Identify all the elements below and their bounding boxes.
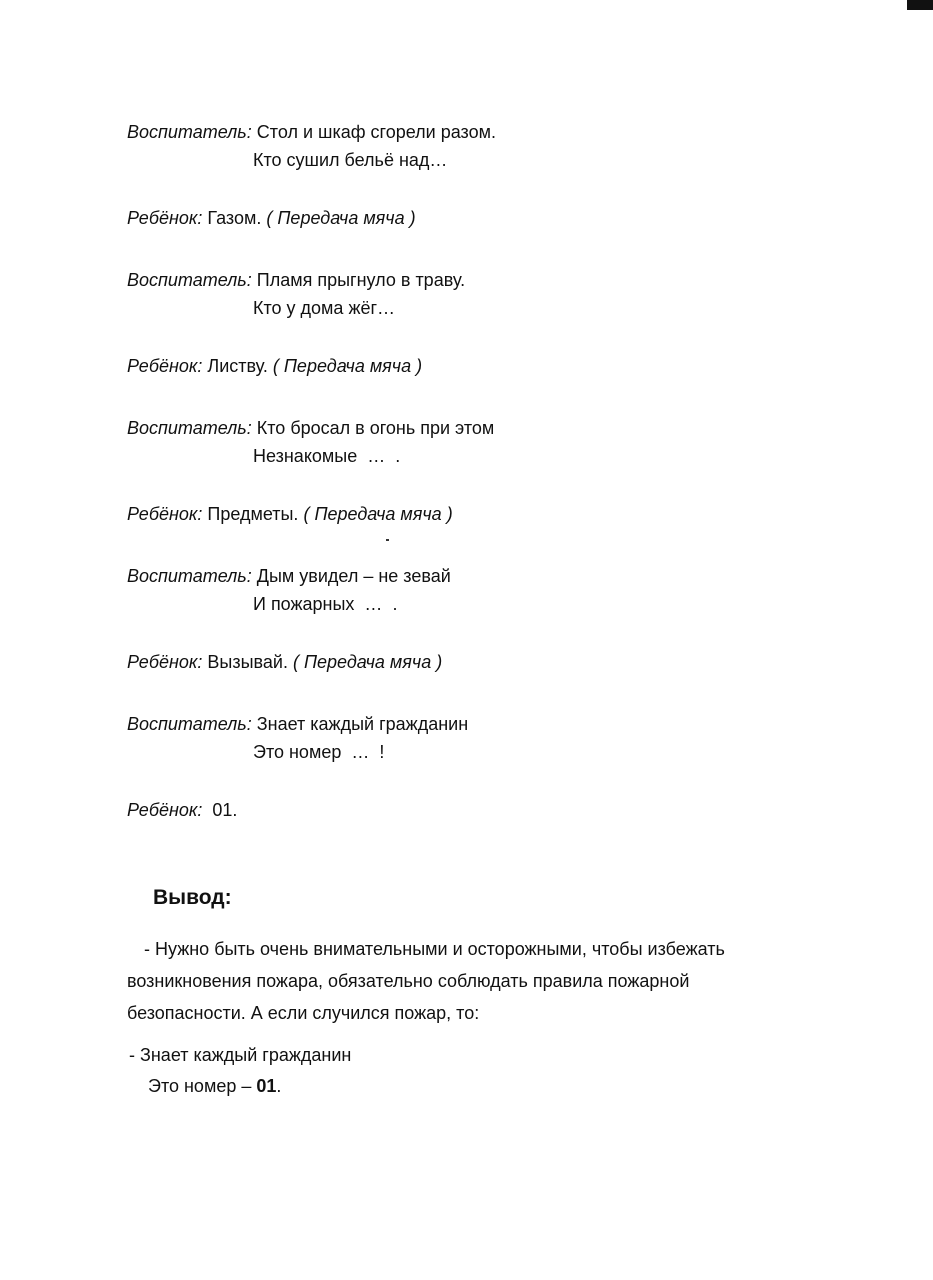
dialogue-text: 01. bbox=[212, 800, 238, 820]
dialogue-text: Листву. bbox=[207, 356, 268, 376]
speaker-label: Ребёнок: bbox=[127, 208, 203, 228]
dialogue-continuation: И пожарных … . bbox=[253, 594, 398, 614]
speaker-label: Воспитатель: bbox=[127, 418, 252, 438]
dialogue-text: Предметы. bbox=[207, 504, 299, 524]
dialogue-turn-child bbox=[127, 204, 887, 232]
dialogue-turn-teacher bbox=[127, 266, 887, 322]
conclusion-paragraph bbox=[127, 933, 827, 1029]
conclusion-line: возникновения пожара, обязательно соблюдать правила пожарной bbox=[127, 971, 690, 991]
dialogue-text: Знает каждый гражданин bbox=[256, 714, 469, 734]
scan-speck bbox=[386, 539, 389, 541]
stage-note: ( Передача мяча ) bbox=[272, 356, 423, 376]
conclusion-line: - Нужно быть очень внимательными и осторожными, чтобы избежать bbox=[144, 939, 725, 959]
final-line-suffix: . bbox=[276, 1076, 282, 1096]
conclusion-line: безопасности. А если случился пожар, то: bbox=[127, 1003, 480, 1023]
dialogue-turn-teacher bbox=[127, 414, 887, 470]
speaker-label: Ребёнок: bbox=[127, 652, 203, 672]
speaker-label: Воспитатель: bbox=[127, 122, 252, 142]
dialogue bbox=[127, 118, 887, 824]
speaker-label: Воспитатель: bbox=[127, 566, 252, 586]
dialogue-text: Газом. bbox=[207, 208, 262, 228]
dialogue-turn-child bbox=[127, 500, 887, 528]
dialogue-text: Дым увидел – не зевай bbox=[256, 566, 451, 586]
speaker-label: Воспитатель: bbox=[127, 270, 252, 290]
dialogue-continuation: Кто у дома жёг… bbox=[253, 298, 396, 318]
dialogue-continuation: Незнакомые … . bbox=[253, 446, 401, 466]
dialogue-text: Кто бросал в огонь при этом bbox=[256, 418, 495, 438]
stage-note: ( Передача мяча ) bbox=[303, 504, 453, 524]
emergency-number: 01 bbox=[256, 1076, 277, 1096]
dialogue-text: Вызывай. bbox=[207, 652, 288, 672]
speaker-label: Ребёнок: bbox=[127, 356, 203, 376]
scan-corner-mark bbox=[907, 0, 933, 10]
final-line bbox=[129, 1071, 351, 1102]
dialogue-continuation: Кто сушил бельё над… bbox=[253, 150, 448, 170]
speaker-label: Ребёнок: bbox=[127, 504, 203, 524]
final-line-prefix: Это номер – bbox=[148, 1076, 257, 1096]
dialogue-turn-child bbox=[127, 352, 887, 380]
final-line: - Знает каждый гражданин bbox=[129, 1045, 352, 1065]
dialogue-text: Пламя прыгнуло в траву. bbox=[256, 270, 466, 290]
dialogue-turn-teacher bbox=[127, 562, 887, 618]
conclusion-title: Вывод: bbox=[153, 886, 232, 909]
dialogue-text: Стол и шкаф сгорели разом. bbox=[256, 122, 496, 142]
dialogue-turn-child bbox=[127, 648, 887, 676]
dialogue-turn-child bbox=[127, 796, 887, 824]
stage-note: ( Передача мяча ) bbox=[266, 208, 416, 228]
speaker-label: Воспитатель: bbox=[127, 714, 252, 734]
dialogue-turn-teacher bbox=[127, 710, 887, 766]
final-rhyme bbox=[129, 1040, 351, 1102]
stage-note: ( Передача мяча ) bbox=[292, 652, 443, 672]
dialogue-turn-teacher bbox=[127, 118, 887, 174]
speaker-label: Ребёнок: bbox=[127, 800, 203, 820]
dialogue-continuation: Это номер … ! bbox=[253, 742, 385, 762]
